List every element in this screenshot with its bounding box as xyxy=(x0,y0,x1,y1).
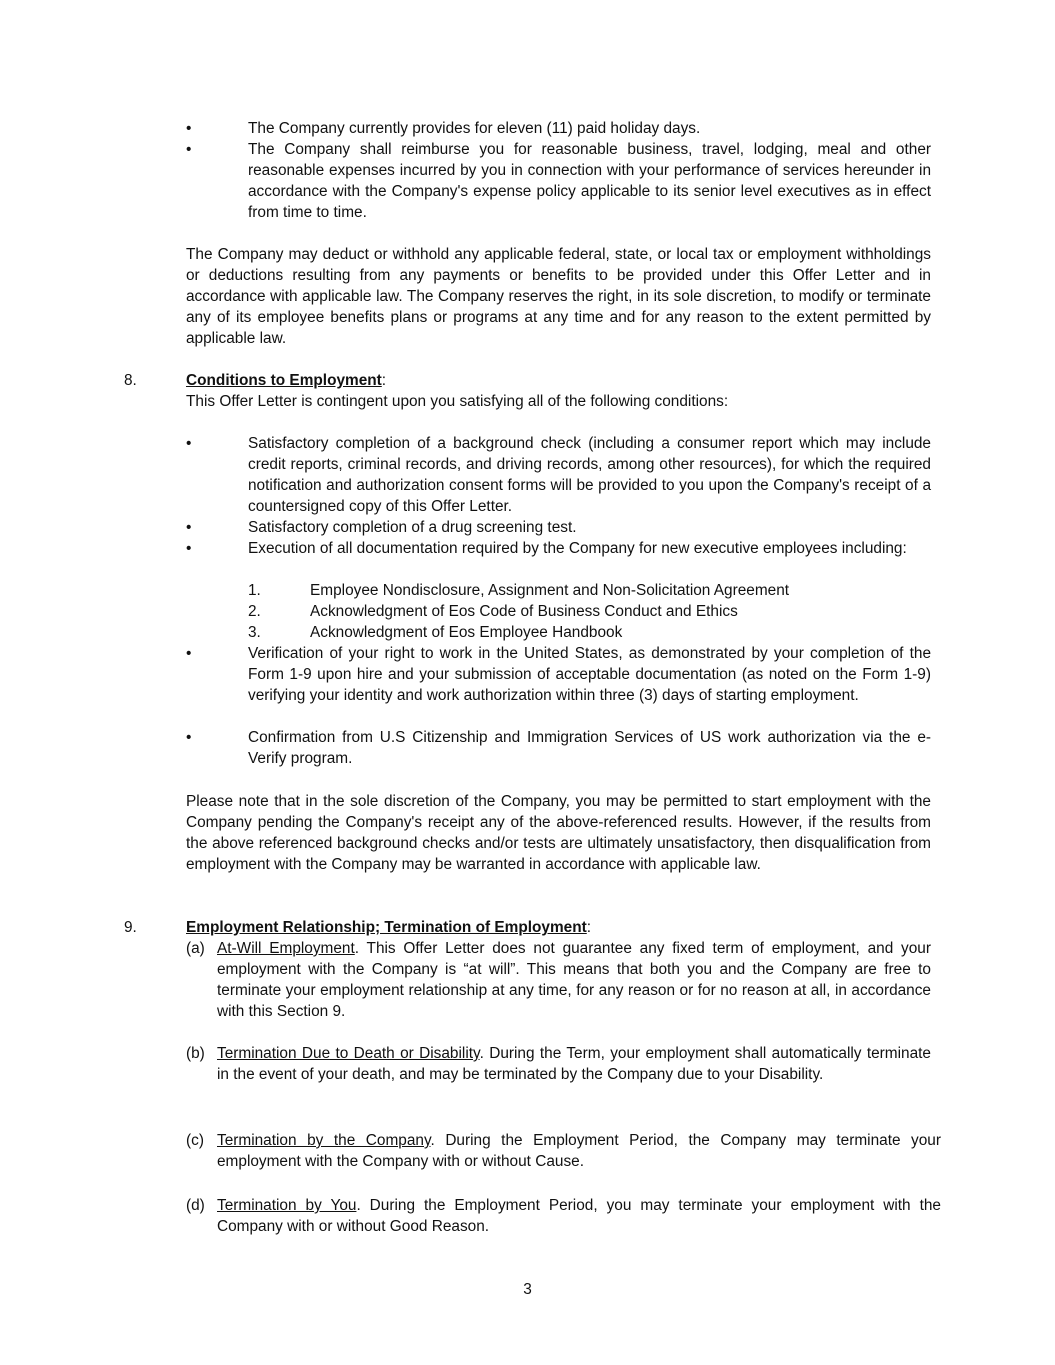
bullet-text: Confirmation from U.S Citizenship and Immigration Services of US work authorization via the e-Verify program. xyxy=(248,729,931,767)
tax-withholding-paragraph: The Company may deduct or withhold any applicable federal, state, or local tax or employment withholdings or deductions resulting from any payments or benefits to be provided under this Offer Letter and in accordance with applicable law. The Company reserves the right, in its sole discretion, to modify or terminate any of its employee benefits plans or programs at any time and for any reason to the extent permitted by applicable law. xyxy=(186,246,931,347)
document-title: Employee Nondisclosure, Assignment and Non-Solicitation Agreement xyxy=(310,582,790,599)
subsection-text: Termination Due to Death or Disability. During the Term, your employment shall automatically terminate in the event of your death, and may be terminated by the Company due to your Disability. xyxy=(217,1045,931,1083)
section-8-heading: Conditions to Employment: xyxy=(186,372,387,389)
subsection-heading: Termination Due to Death or Disability xyxy=(217,1045,480,1062)
section-9-heading: Employment Relationship; Termination of Employment: xyxy=(186,919,592,936)
subsection-heading: At-Will Employment xyxy=(217,940,355,957)
subsection-letter: (a) xyxy=(186,940,205,957)
bullet-icon: • xyxy=(186,729,192,746)
section-8-number: 8. xyxy=(124,372,137,389)
document-number: 1. xyxy=(248,582,261,599)
bullet-icon: • xyxy=(186,519,192,536)
bullet-text: Satisfactory completion of a drug screening test. xyxy=(248,519,577,536)
bullet-text: The Company shall reimburse you for reasonable business, travel, lodging, meal and other reasonable expenses incurred by you in connection with your performance of services hereunder in accordance with the Company's expense policy applicable to its senior level executives as in effect from time to time. xyxy=(248,141,931,221)
bullet-icon: • xyxy=(186,645,192,662)
document-number: 2. xyxy=(248,603,261,620)
bullet-text: Execution of all documentation required by the Company for new executive employees including: xyxy=(248,540,907,557)
subsection-text: Termination by the Company. During the Employment Period, the Company may terminate your employment with the Company with or without Cause. xyxy=(217,1132,941,1170)
bullet-icon: • xyxy=(186,120,192,137)
subsection-letter: (c) xyxy=(186,1132,204,1149)
bullet-text: Verification of your right to work in the United States, as demonstrated by your completion of the Form 1-9 upon hire and your submission of acceptable documentation (as noted on the Form 1-9) verifying your identity and work authorization within three (3) days of starting employment. xyxy=(248,645,931,704)
bullet-icon: • xyxy=(186,540,192,557)
bullet-text: The Company currently provides for eleven (11) paid holiday days. xyxy=(248,120,701,137)
section-8-title: Conditions to Employment xyxy=(186,372,382,389)
subsection-text: Termination by You. During the Employment Period, you may terminate your employment with the Company with or without Good Reason. xyxy=(217,1197,941,1235)
section-8-note: Please note that in the sole discretion of the Company, you may be permitted to start employment with the Company pending the Company's receipt any of the above-referenced results. However, if the results from the above referenced background checks and/or tests are ultimately unsatisfactory, then disqualification from employment with the Company may be warranted in accordance with applicable law. xyxy=(186,793,931,873)
document-title: Acknowledgment of Eos Employee Handbook xyxy=(310,624,623,641)
subsection-heading: Termination by the Company xyxy=(217,1132,431,1149)
subsection-letter: (b) xyxy=(186,1045,205,1062)
document-title: Acknowledgment of Eos Code of Business Conduct and Ethics xyxy=(310,603,738,620)
section-8-intro: This Offer Letter is contingent upon you satisfying all of the following conditions: xyxy=(186,393,729,410)
bullet-icon: • xyxy=(186,435,192,452)
subsection-letter: (d) xyxy=(186,1197,205,1214)
subsection-text: At-Will Employment. This Offer Letter does not guarantee any fixed term of employment, and your employment with the Company is “at will”. This means that both you and the Company are free to terminate your employment relationship at any time, for any reason or for no reason at all, in accordance with this Section 9. xyxy=(217,940,931,1020)
bullet-text: Satisfactory completion of a background check (including a consumer report which may include credit reports, criminal records, and driving records, among other resources), for which the required notification and authorization consent forms will be provided to you upon the Company's receipt of a countersigned copy of this Offer Letter. xyxy=(248,435,931,515)
section-9-title: Employment Relationship; Termination of Employment xyxy=(186,919,587,936)
bullet-icon: • xyxy=(186,141,192,158)
section-9-number: 9. xyxy=(124,919,137,936)
subsection-heading: Termination by You xyxy=(217,1197,357,1214)
document-number: 3. xyxy=(248,624,261,641)
page-number: 3 xyxy=(523,1281,532,1298)
